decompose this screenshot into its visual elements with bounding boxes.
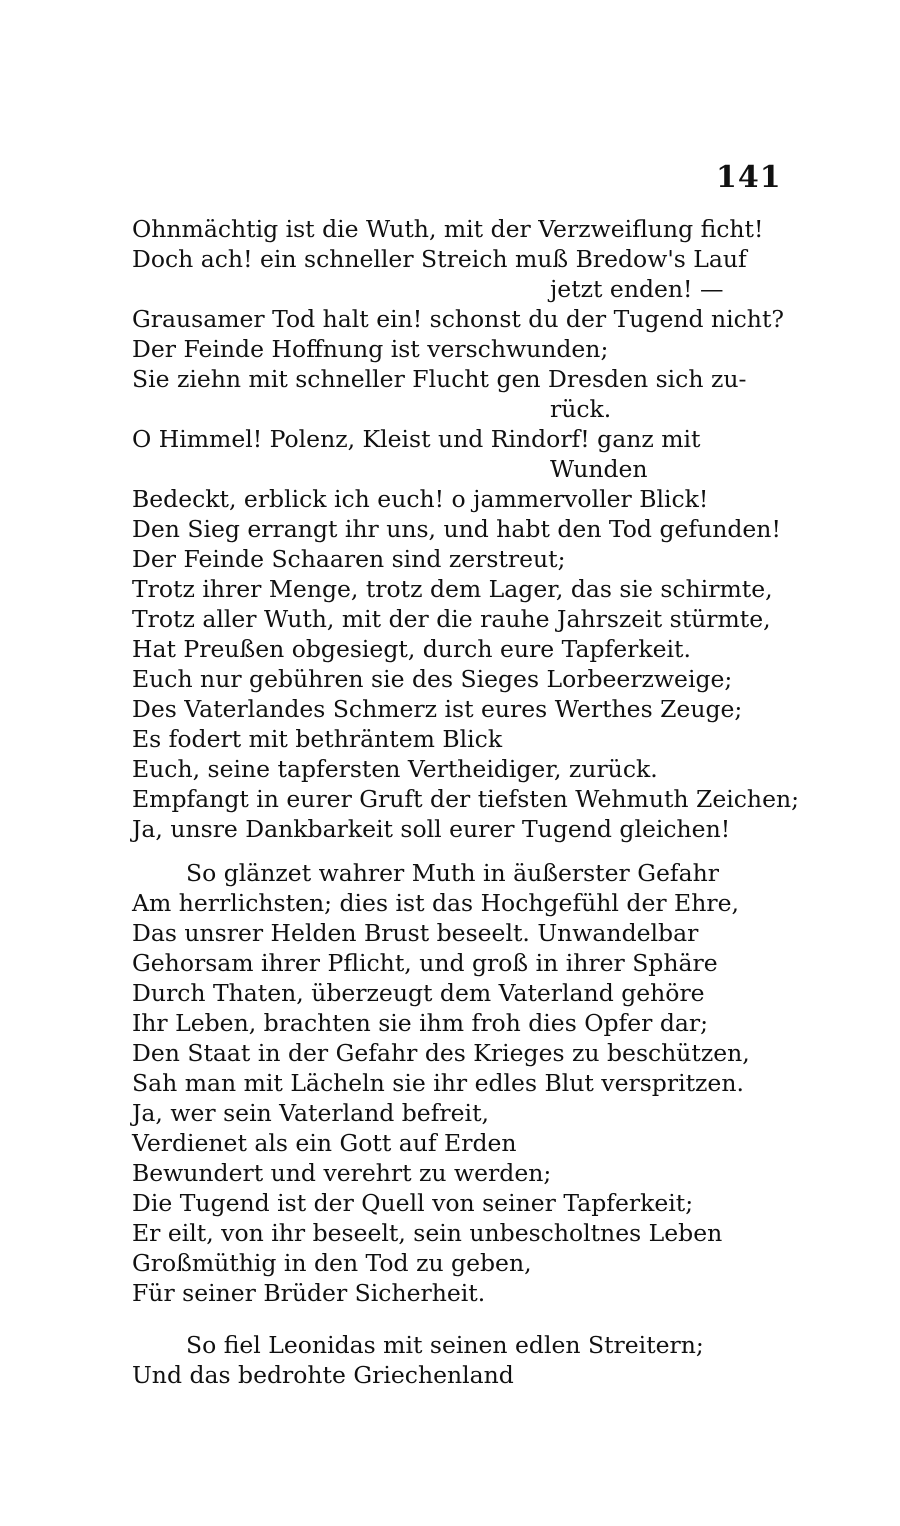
text-line: Bewundert und verehrt zu werden; [132,1159,552,1187]
text-line: Der Feinde Hoffnung ist verschwunden; [132,335,609,363]
text-line: Des Vaterlandes Schmerz ist eures Werthes Zeuge; [132,695,743,723]
page-number: 141 [716,160,782,195]
text-line: O Himmel! Polenz, Kleist und Rindorf! ganz mit [132,425,701,453]
text-line: Durch Thaten, überzeugt dem Vaterland gehöre [132,979,705,1007]
text-line: Die Tugend ist der Quell von seiner Tapferkeit; [132,1189,694,1217]
text-line: Trotz aller Wuth, mit der die rauhe Jahrszeit stürmte, [132,605,771,633]
text-line: Ja, wer sein Vaterland befreit, [132,1099,489,1127]
text-line-continuation: Wunden [550,455,648,483]
text-line: Das unsrer Helden Brust beseelt. Unwandelbar [132,919,699,947]
text-line: Ohnmächtig ist die Wuth, mit der Verzweiflung ficht! [132,215,764,243]
text-line: Großmüthig in den Tod zu geben, [132,1249,532,1277]
stanza-first-line: So glänzet wahrer Muth in äußerster Gefahr [186,859,719,887]
text-line: Gehorsam ihrer Pflicht, und groß in ihrer Sphäre [132,949,718,977]
text-line-continuation: rück. [550,395,612,423]
text-line: Euch, seine tapfersten Vertheidiger, zurück. [132,755,658,783]
text-line: Sie ziehn mit schneller Flucht gen Dresden sich zu- [132,365,747,393]
text-line: Doch ach! ein schneller Streich muß Bredow's Lauf [132,245,747,273]
text-line: Den Staat in der Gefahr des Krieges zu beschützen, [132,1039,750,1067]
text-line: Sah man mit Lächeln sie ihr edles Blut verspritzen. [132,1069,744,1097]
text-line: Empfangt in eurer Gruft der tiefsten Wehmuth Zeichen; [132,785,800,813]
text-line: Ihr Leben, brachten sie ihm froh dies Opfer dar; [132,1009,709,1037]
text-line: Der Feinde Schaaren sind zerstreut; [132,545,566,573]
poem-text [132,214,800,1390]
text-line: Verdienet als ein Gott auf Erden [132,1129,517,1157]
text-line: Euch nur gebühren sie des Sieges Lorbeerzweige; [132,665,733,693]
text-line: Hat Preußen obgesiegt, durch eure Tapferkeit. [132,635,691,663]
text-line-continuation: jetzt enden! — [550,275,724,303]
text-line: Trotz ihrer Menge, trotz dem Lager, das sie schirmte, [132,575,773,603]
stanza-first-line: So fiel Leonidas mit seinen edlen Streitern; [186,1331,704,1359]
text-line: Den Sieg errangt ihr uns, und habt den Tod gefunden! [132,515,781,543]
text-line: Für seiner Brüder Sicherheit. [132,1279,486,1307]
text-line: Am herrlichsten; dies ist das Hochgefühl der Ehre, [132,889,739,917]
text-line: Es fodert mit bethräntem Blick [132,725,503,753]
text-line: Und das bedrohte Griechenland [132,1361,514,1389]
text-line: Grausamer Tod halt ein! schonst du der Tugend nicht? [132,305,784,333]
text-line: Bedeckt, erblick ich euch! o jammervoller Blick! [132,485,709,513]
text-line: Er eilt, von ihr beseelt, sein unbescholtnes Leben [132,1219,723,1247]
text-line: Ja, unsre Dankbarkeit soll eurer Tugend gleichen! [132,815,731,843]
